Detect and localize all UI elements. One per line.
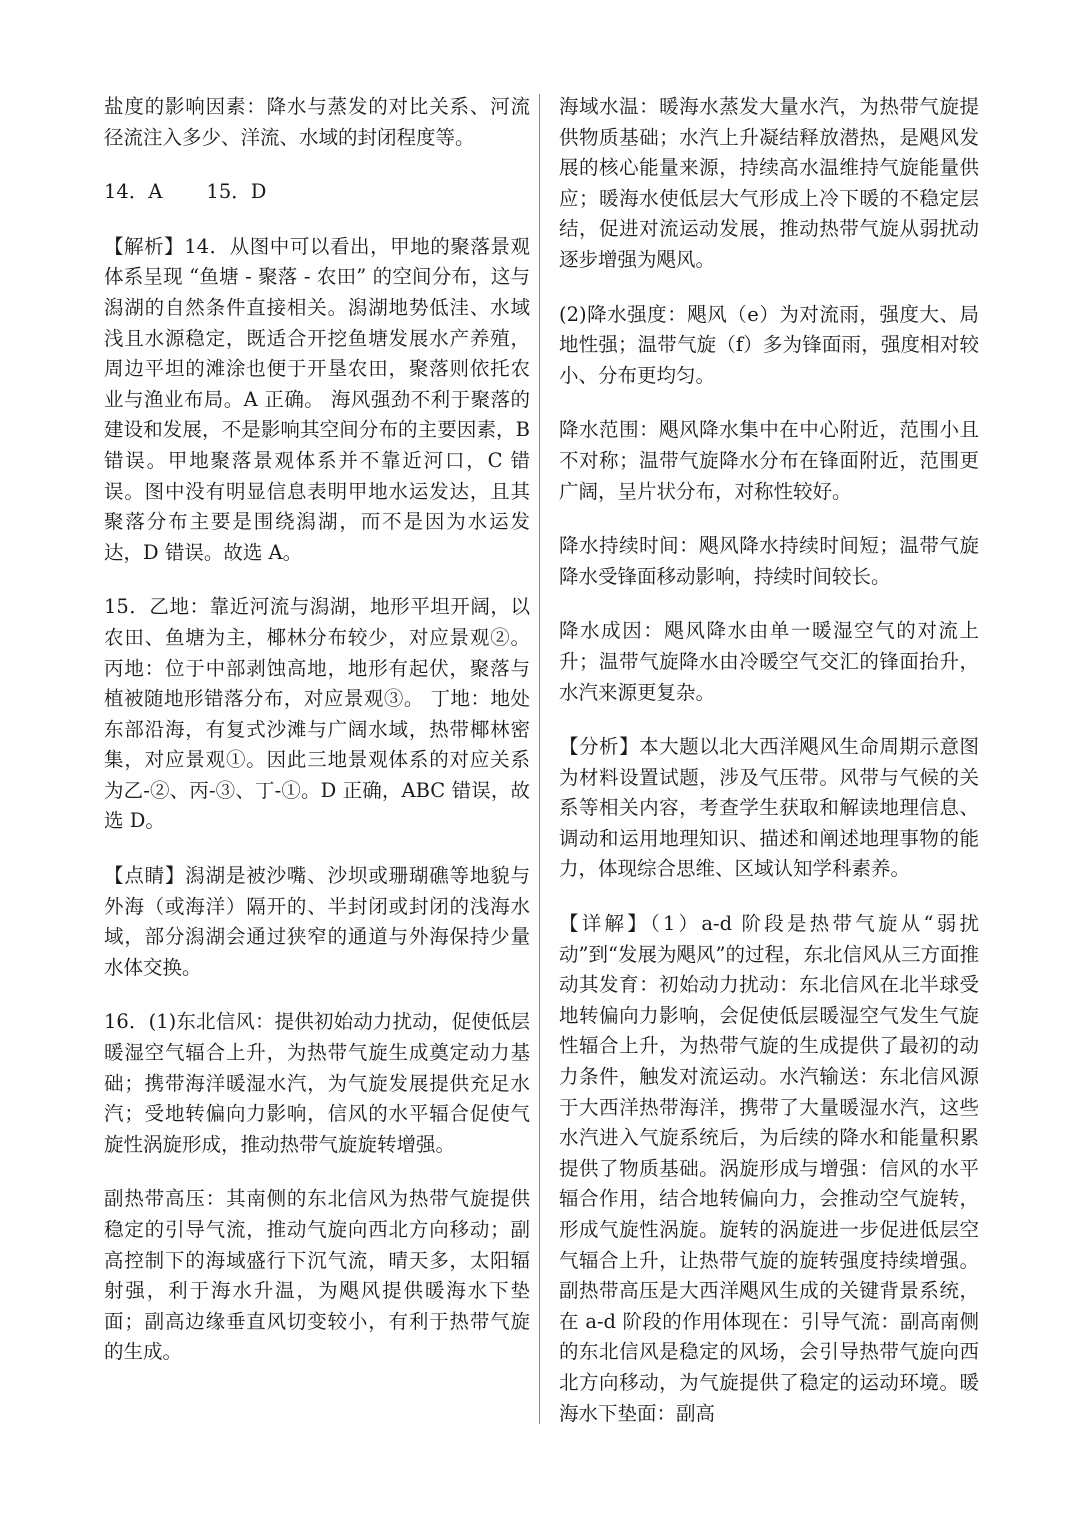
analysis-summary-paragraph: 【分析】本大题以北大西洋飓风生命周期示意图为材料设置试题，涉及气压带。风带与气候的关系等相关内容，考查学生获取和解读地理信息、调动和运用地理知识、描述和阐述地理事物的能力，体现综合思维、区域认知学科素养。 <box>559 735 979 881</box>
detailed-explanation-paragraph: 【详解】（1）a-d 阶段是热带气旋从“弱扰动”到“发展为飓风”的过程，东北信风从三方面推动其发育：初始动力扰动：东北信风在北半球受地转偏向力影响，会促使低层暖湿空气发生气旋性辐合上升，为热带气旋的生成提供了最初的动力条件，触发对流运动。水汽输送：东北信风源于大西洋热带海洋，携带了大量暖湿水汽，这些水汽进入气旋系统后，为后续的降水和能量积累提供了物质基础。涡旋形成与增强：信风的水平辐合作用，结合地转偏向力，会推动空气旋转，形成气旋性涡旋。旋转的涡旋进一步促进低层空气辐合上升，让热带气旋的旋转强度持续增强。副热带高压是大西洋飓风生成的关键背景系统，在 a-d 阶段的作用体现在：引导气流：副高南侧的东北信风是稳定的风场，会引导热带气旋向西北方向移动，为气旋提供了稳定的运动环境。暖海水下垫面：副高 <box>559 912 979 1425</box>
precipitation-range-paragraph: 降水范围：飓风降水集中在中心附近，范围小且不对称；温带气旋降水分布在锋面附近，范围更广阔，呈片状分布，对称性较好。 <box>559 418 979 503</box>
subtropical-high-paragraph: 副热带高压：其南侧的东北信风为热带气旋提供稳定的引导气流，推动气旋向西北方向移动；副高控制下的海域盛行下沉气流，晴天多，太阳辐射强，利于海水升温，为飓风提供暖海水下垫面；副高边缘垂直风切变较小，有利于热带气旋的生成。 <box>104 1187 530 1364</box>
salinity-paragraph: 盐度的影响因素：降水与蒸发的对比关系、河流径流注入多少、洋流、水域的封闭程度等。 <box>104 95 530 149</box>
answer-14: 14．A <box>104 180 163 204</box>
question-16-paragraph: 16．(1)东北信风：提供初始动力扰动，促使低层暖湿空气辐合上升，为热带气旋生成奠定动力基础；携带海洋暖湿水汽，为气旋发展提供充足水汽；受地转偏向力影响，信风的水平辐合促使气旋性涡旋形成，推动热带气旋旋转增强。 <box>104 1010 530 1156</box>
answer-line <box>104 177 530 208</box>
right-column <box>559 92 979 1429</box>
question-15-paragraph: 15．乙地：靠近河流与潟湖，地形平坦开阔，以农田、鱼塘为主，椰林分布较少，对应景观②。丙地：位于中部剥蚀高地，地形有起伏，聚落与植被随地形错落分布，对应景观③。 丁地：地处东部沿海，有复式沙滩与广阔水域，热带椰林密集，对应景观①。因此三地景观体系的对应关系为乙-②、丙-③、丁-①。D 正确，ABC 错误，故选 D。 <box>104 595 530 833</box>
left-column <box>104 92 530 1368</box>
answer-15: 15．D <box>206 180 267 204</box>
sea-temperature-paragraph: 海域水温：暖海水蒸发大量水汽，为热带气旋提供物质基础；水汽上升凝结释放潜热，是飓风发展的核心能量来源，持续高水温维持气旋能量供应；暖海水使低层大气形成上冷下暖的不稳定层结，促进对流运动发展，推动热带气旋从弱扰动逐步增强为飓风。 <box>559 95 979 271</box>
precipitation-duration-paragraph: 降水持续时间：飓风降水持续时间短；温带气旋降水受锋面移动影响，持续时间较长。 <box>559 534 979 588</box>
column-divider <box>539 94 540 1424</box>
analysis-14-paragraph: 【解析】14．从图中可以看出，甲地的聚落景观体系呈现 “鱼塘 - 聚落 - 农田” 的空间分布，这与潟湖的自然条件直接相关。潟湖地势低洼、水域浅且水源稳定，既适合开挖鱼塘发展水产养殖，周边平坦的滩涂也便于开垦农田，聚落则依托农业与渔业布局。A 正确。 海风强劲不利于聚落的建设和发展，不是影响其空间分布的主要因素，B 错误。甲地聚落景观体系并不靠近河口，C 错误。图中没有明显信息表明甲地水运发达，且其聚落分布主要是围绕潟湖，而不是因为水运发达，D 错误。故选 A。 <box>104 234 530 564</box>
precipitation-intensity-paragraph: (2)降水强度：飓风（e）为对流雨，强度大、局地性强；温带气旋（f）多为锋面雨，强度相对较小、分布更均匀。 <box>559 302 979 387</box>
precipitation-cause-paragraph: 降水成因：飓风降水由单一暖湿空气的对流上升；温带气旋降水由冷暖空气交汇的锋面抬升，水汽来源更复杂。 <box>559 619 979 704</box>
key-point-paragraph: 【点睛】潟湖是被沙嘴、沙坝或珊瑚礁等地貌与外海（或海洋）隔开的、半封闭或封闭的浅海水域，部分潟湖会通过狭窄的通道与外海保持少量水体交换。 <box>104 864 530 979</box>
